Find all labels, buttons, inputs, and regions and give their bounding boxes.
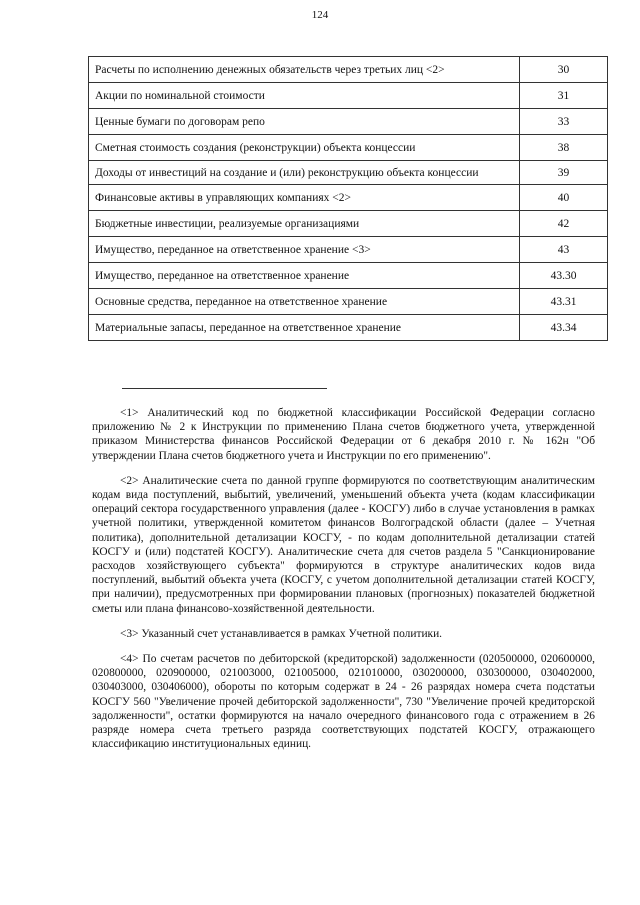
row-code: 40 <box>520 185 608 211</box>
footnote-1: <1> Аналитический код по бюджетной классификации Российской Федерации согласно приложению № 2 к Инструкции по применению Плана счетов бюджетного учета, утвержденной приказом Министерства финансов Российской Федерации от 6 декабря 2010 г. № 162н "Об утверждении Плана счетов бюджетного учета и Инструкции по его применению". <box>92 407 595 462</box>
table-row <box>89 237 608 263</box>
table-row <box>89 135 608 161</box>
table-row <box>89 211 608 237</box>
row-name: Имущество, переданное на ответственное хранение <3> <box>89 237 520 263</box>
row-code: 33 <box>520 109 608 135</box>
row-name: Сметная стоимость создания (реконструкции) объекта концессии <box>89 135 520 161</box>
row-code: 43.30 <box>520 263 608 289</box>
row-code: 42 <box>520 211 608 237</box>
row-name: Имущество, переданное на ответственное хранение <box>89 263 520 289</box>
row-name: Ценные бумаги по договорам репо <box>89 109 520 135</box>
row-code: 43 <box>520 237 608 263</box>
account-codes-table <box>88 56 608 341</box>
table-row <box>89 185 608 211</box>
table-row <box>89 83 608 109</box>
row-code: 43.34 <box>520 315 608 341</box>
row-code: 43.31 <box>520 289 608 315</box>
row-name: Финансовые активы в управляющих компаниях <2> <box>89 185 520 211</box>
row-code: 30 <box>520 57 608 83</box>
table-row <box>89 263 608 289</box>
row-code: 38 <box>520 135 608 161</box>
row-name: Бюджетные инвестиции, реализуемые организациями <box>89 211 520 237</box>
row-name: Материальные запасы, переданное на ответственное хранение <box>89 315 520 341</box>
table-row <box>89 315 608 341</box>
footnote-3: <3> Указанный счет устанавливается в рамках Учетной политики. <box>120 627 443 640</box>
row-code: 39 <box>520 161 608 185</box>
table-row <box>89 289 608 315</box>
page-number: 124 <box>311 9 329 21</box>
footnote-2: <2> Аналитические счета по данной группе формируются по соответствующим аналитическим кодам вида поступлений, выбытий, увеличений, уменьшений объекта учета (кодам классификации операций сектора государственного управления (далее - КОСГУ) либо в случае установления в рамках учетной политики, утвержденной комитетом финансов Волгоградской области (далее – Учетная политика), дополнительной детализации КОСГУ, - по кодам дополнительной детализации статей КОСГУ и (или) подстатей КОСГУ). Аналитические счета для счетов раздела 5 "Санкционирование расходов хозяйствующего субъекта" формируются в структуре аналитических кодов вида поступлений, выбытий объекта учета (КОСГУ, с учетом дополнительной детализации статей КОСГУ, при наличии), предусмотренных при формировании плановых (прогнозных) показателей бюджетной сметы или плана финансово-хозяйственной деятельности. <box>92 474 595 615</box>
footnote-4: <4> По счетам расчетов по дебиторской (кредиторской) задолженности (020500000, 020600000, 020800000, 020900000, 021003000, 021005000, 021010000, 030200000, 030300000, 030402000, 030403000, 030406000), обороты по которым содержат в 24 - 26 разрядах номера счета подстатьи КОСГУ 560 "Увеличение прочей дебиторской задолженности", 730 "Увеличение прочей кредиторской задолженности", остатки формируются на начало очередного финансового года с отражением в 26 разряде номера счета третьего разряда соответствующих подстатей КОСГУ, отражающего классификацию институциональных единиц. <box>92 653 595 751</box>
row-name: Акции по номинальной стоимости <box>89 83 520 109</box>
table-row <box>89 161 608 185</box>
row-name: Доходы от инвестиций на создание и (или) реконструкцию объекта концессии <box>89 161 520 185</box>
table-row <box>89 109 608 135</box>
table-row <box>89 57 608 83</box>
row-code: 31 <box>520 83 608 109</box>
row-name: Расчеты по исполнению денежных обязательств через третьих лиц <2> <box>89 57 520 83</box>
footnotes <box>92 406 595 762</box>
footnote-separator <box>122 388 327 389</box>
row-name: Основные средства, переданное на ответственное хранение <box>89 289 520 315</box>
